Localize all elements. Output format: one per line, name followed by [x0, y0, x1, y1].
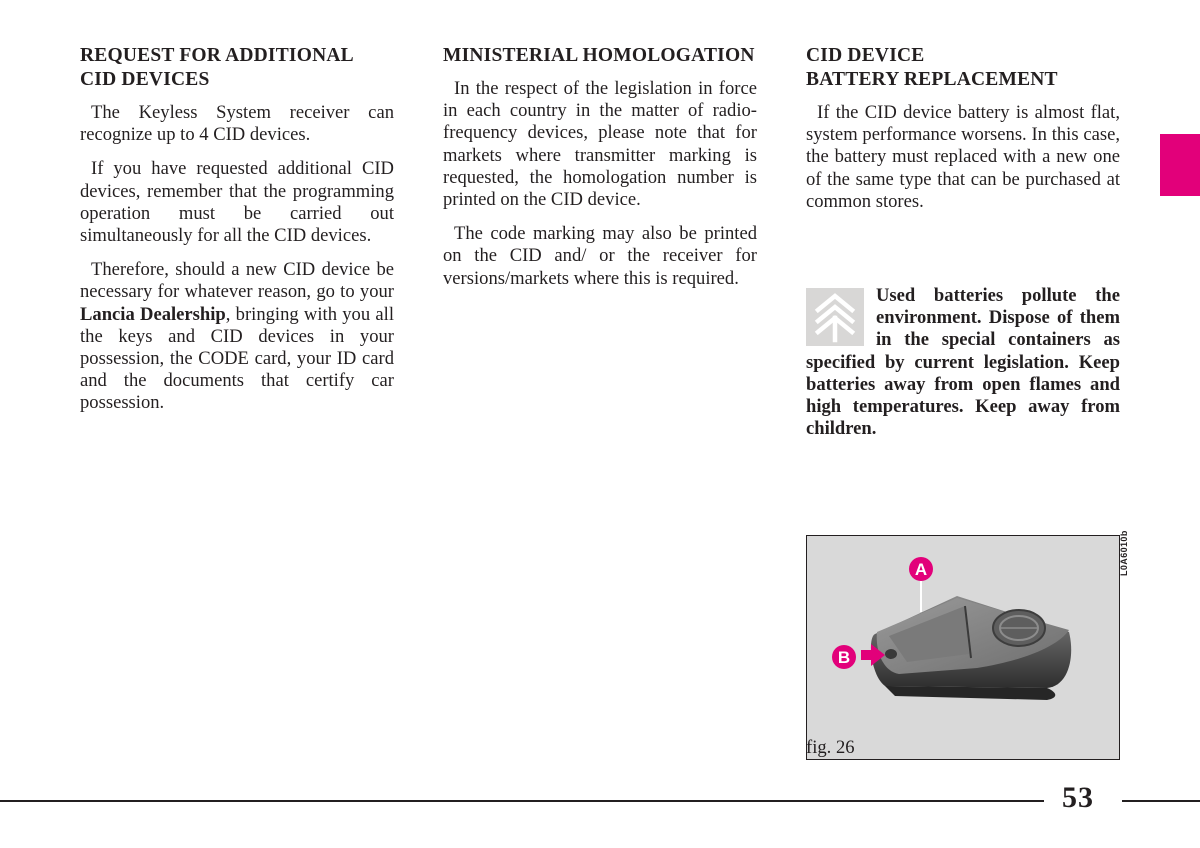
environment-warning	[806, 285, 1120, 440]
paragraph-dealership	[80, 259, 394, 414]
heading-line: BATTERY REPLACEMENT	[806, 69, 1058, 90]
paragraph: If the CID device battery is almost flat, system performance worsens. In this case, the battery must replaced with a new one of the same type that can be purchased at common stores.	[806, 102, 1120, 212]
page-number: 53	[1062, 781, 1094, 814]
text-run: Therefore, should a new CID device be necessary for whatever reason, go to your	[80, 259, 394, 303]
right-column	[806, 44, 1120, 225]
environment-arrows-icon	[806, 288, 864, 346]
key-fob-body-icon	[871, 596, 1071, 700]
paragraph: If you have requested additional CID devices, remember that the programming operation must be carried out simultaneously for all the CID devices.	[80, 158, 394, 247]
heading-line: REQUEST FOR ADDITIONAL	[80, 45, 354, 66]
left-column	[80, 44, 394, 427]
heading-line: CID DEVICE	[806, 45, 925, 66]
heading-battery-replacement	[806, 44, 1120, 92]
key-fob-figure	[806, 535, 1120, 760]
footer-rule-left	[0, 800, 1044, 802]
figure-code: L0A6010b	[1119, 530, 1129, 576]
figure-caption: fig. 26	[806, 737, 855, 758]
middle-column	[443, 44, 757, 302]
dealership-emphasis: Lancia Dealership	[80, 303, 226, 325]
callout-b-label: B	[837, 648, 851, 667]
warning-text: Used batteries pollute the environment. Dispose of them in the special containers as specified by current legislation. Keep batteries away from open flames and high temperatures. Keep away from children.	[806, 285, 1120, 440]
callout-a-label: A	[914, 560, 928, 579]
heading-additional-cid-devices	[80, 44, 394, 92]
paragraph: The code marking may also be printed on the CID and/ or the receiver for versions/markets where this is required.	[443, 223, 757, 289]
paragraph: The Keyless System receiver can recognize up to 4 CID devices.	[80, 102, 394, 146]
footer-rule-right	[1122, 800, 1200, 802]
section-tab-marker	[1160, 134, 1200, 196]
callout-a	[909, 557, 933, 612]
heading-ministerial-homologation: MINISTERIAL HOMOLOGATION	[443, 45, 755, 66]
paragraph: In the respect of the legislation in force in each country in the matter of radio-frequency devices, please note that for markets where transmitter marking is requested, the homologation number is printed on the CID device.	[443, 78, 757, 211]
text-run: , bringing with you all the keys and CID devices in your possession, the CODE card, your ID card and the documents that certify car possession.	[80, 303, 394, 414]
heading-line: CID DEVICES	[80, 69, 210, 90]
